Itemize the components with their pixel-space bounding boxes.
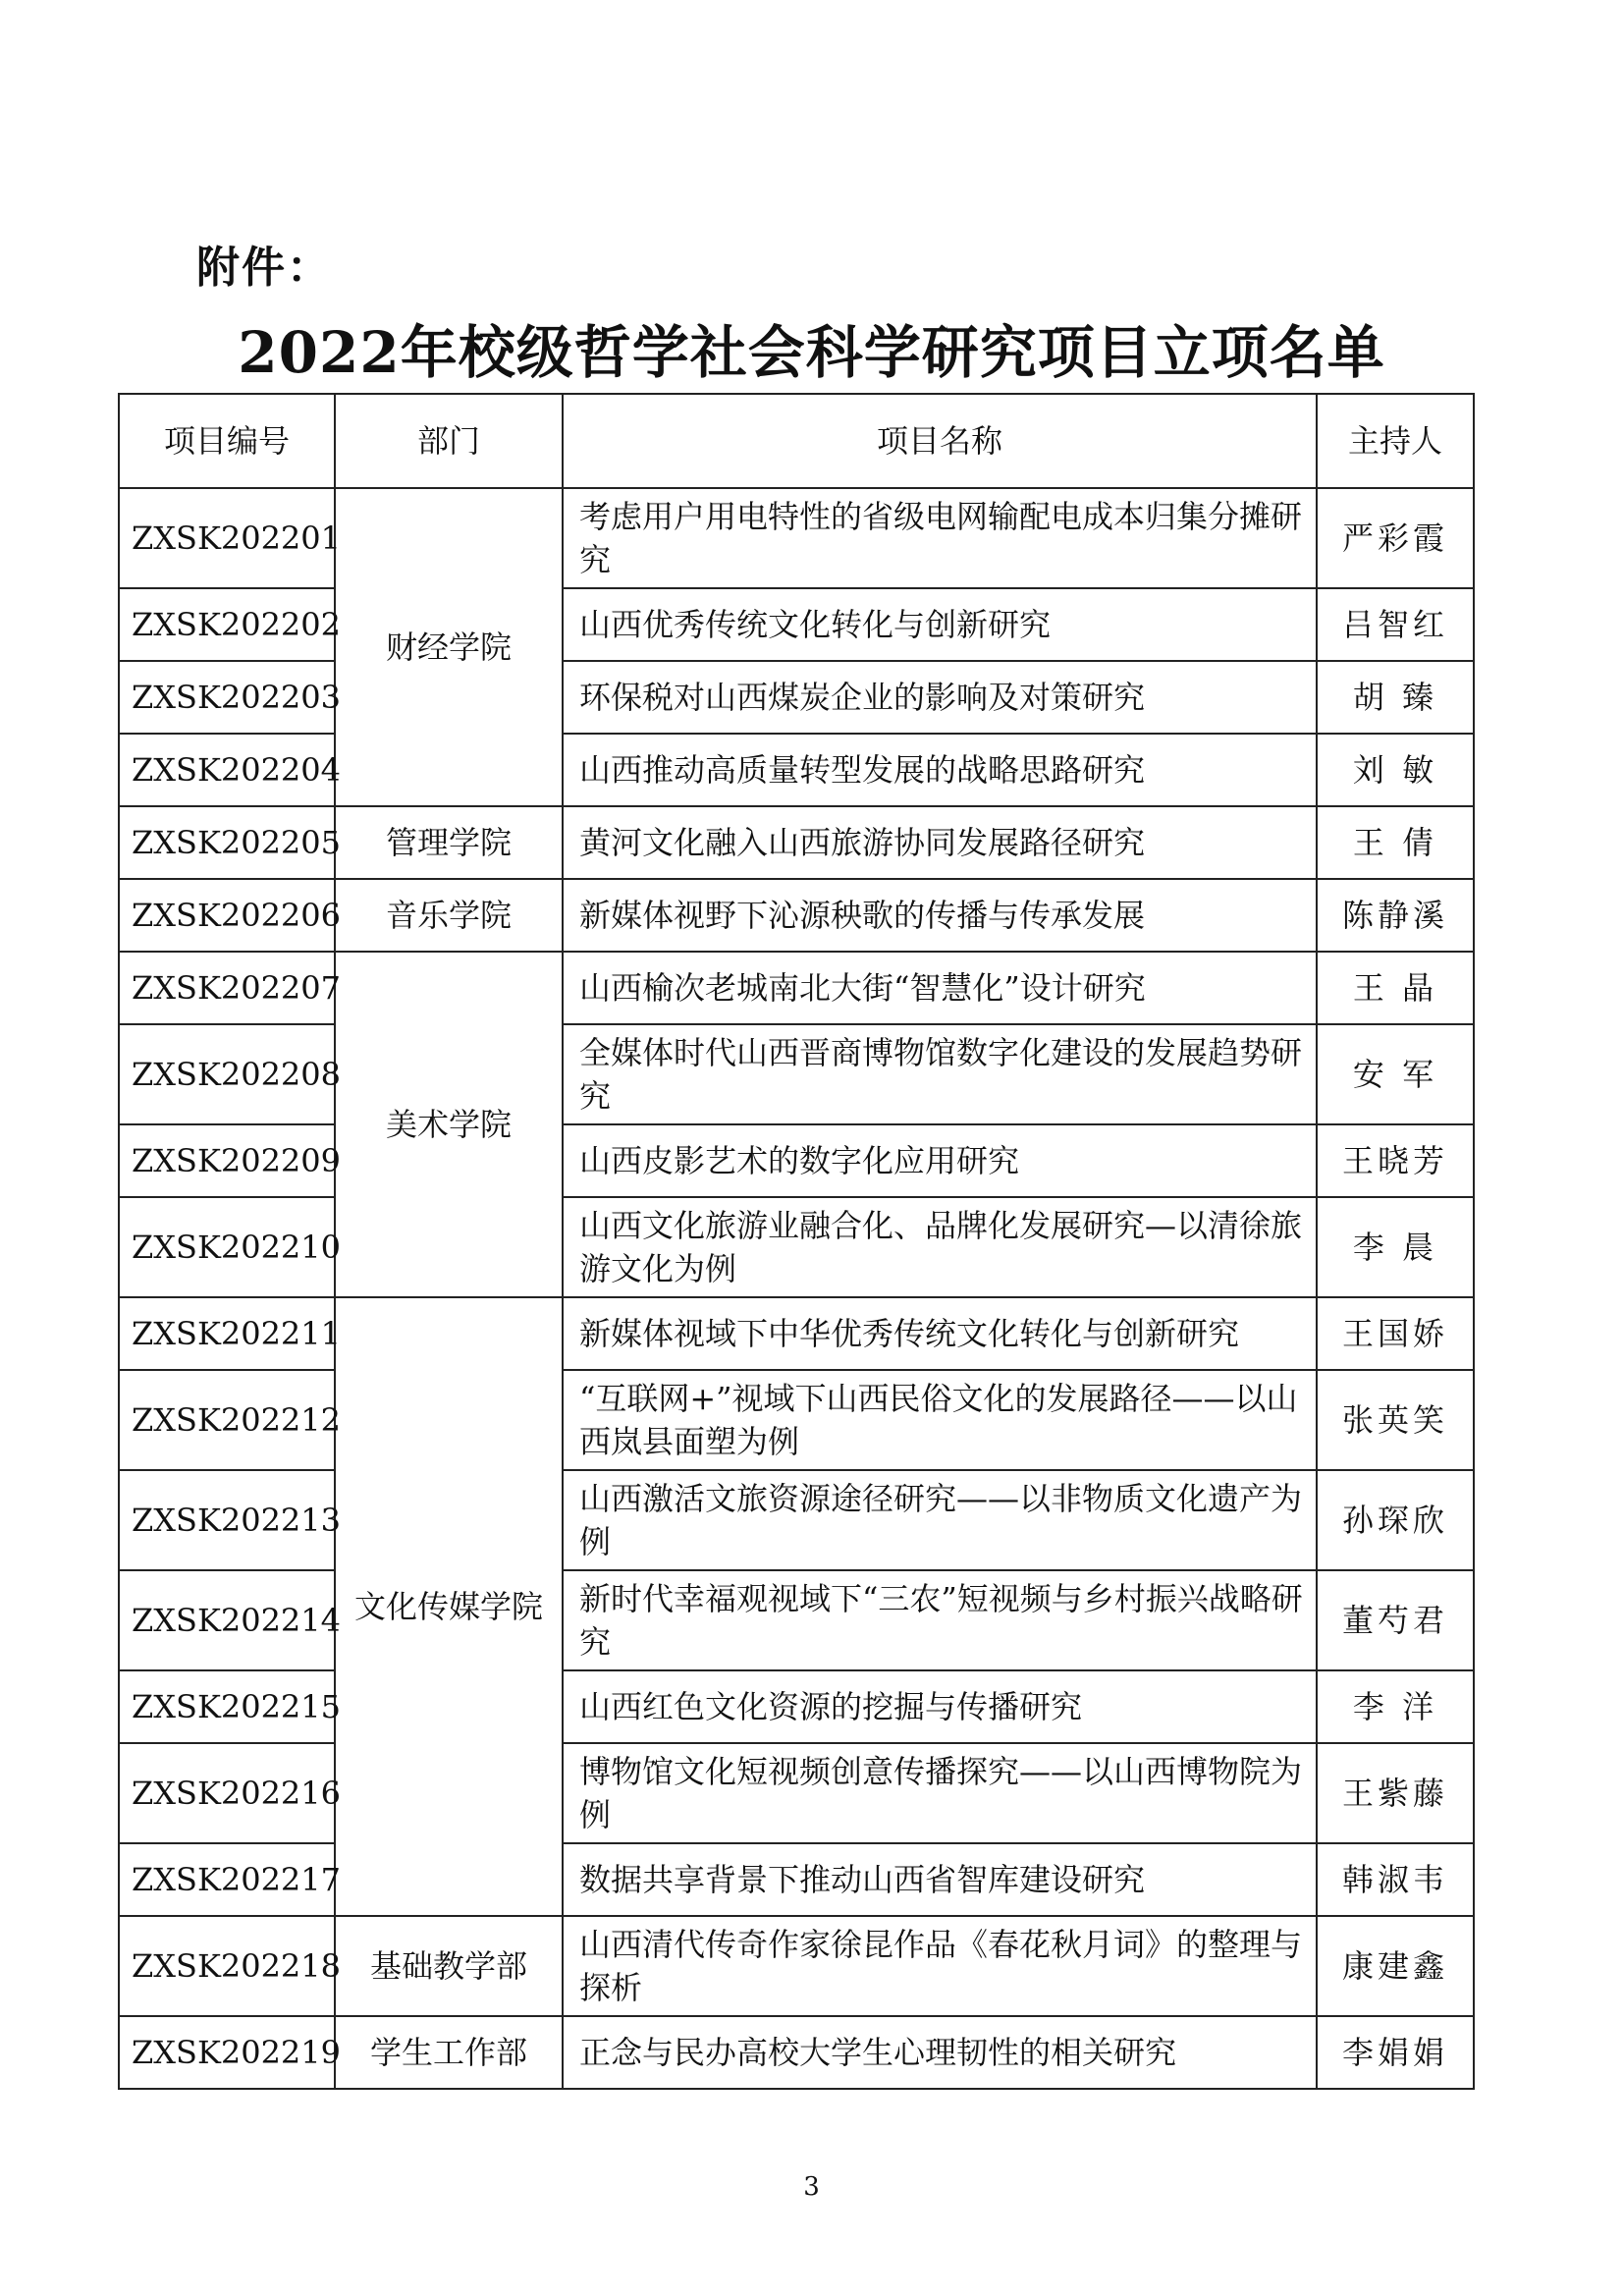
table-row bbox=[119, 1197, 1474, 1297]
project-code-cell: ZXSK202207 bbox=[119, 952, 335, 1024]
project-code-cell: ZXSK202216 bbox=[119, 1743, 335, 1843]
project-code-cell: ZXSK202219 bbox=[119, 2016, 335, 2089]
project-code-cell: ZXSK202212 bbox=[119, 1370, 335, 1470]
department-cell: 美术学院 bbox=[335, 952, 563, 1297]
table-row bbox=[119, 1743, 1474, 1843]
table-row bbox=[119, 1916, 1474, 2016]
principal-cell: 安 军 bbox=[1317, 1024, 1474, 1124]
table-row bbox=[119, 1670, 1474, 1743]
column-header: 项目名称 bbox=[563, 394, 1317, 488]
project-name-cell: 考虑用户用电特性的省级电网输配电成本归集分摊研究 bbox=[563, 488, 1317, 588]
project-code-cell: ZXSK202205 bbox=[119, 806, 335, 879]
project-code-cell: ZXSK202215 bbox=[119, 1670, 335, 1743]
project-name-cell: 新媒体视域下中华优秀传统文化转化与创新研究 bbox=[563, 1297, 1317, 1370]
principal-cell: 严彩霞 bbox=[1317, 488, 1474, 588]
project-name-cell: 新媒体视野下沁源秧歌的传播与传承发展 bbox=[563, 879, 1317, 952]
department-cell: 文化传媒学院 bbox=[335, 1297, 563, 1916]
column-header: 项目编号 bbox=[119, 394, 335, 488]
project-name-cell: “互联网+”视域下山西民俗文化的发展路径——以山西岚县面塑为例 bbox=[563, 1370, 1317, 1470]
project-table bbox=[118, 393, 1475, 2090]
table-row bbox=[119, 661, 1474, 734]
principal-cell: 韩淑韦 bbox=[1317, 1843, 1474, 1916]
department-cell: 基础教学部 bbox=[335, 1916, 563, 2016]
project-code-cell: ZXSK202214 bbox=[119, 1570, 335, 1670]
department-cell: 管理学院 bbox=[335, 806, 563, 879]
project-name-cell: 山西清代传奇作家徐昆作品《春花秋月词》的整理与探析 bbox=[563, 1916, 1317, 2016]
column-header: 部门 bbox=[335, 394, 563, 488]
table-row bbox=[119, 806, 1474, 879]
project-name-cell: 全媒体时代山西晋商博物馆数字化建设的发展趋势研究 bbox=[563, 1024, 1317, 1124]
project-code-cell: ZXSK202210 bbox=[119, 1197, 335, 1297]
principal-cell: 康建鑫 bbox=[1317, 1916, 1474, 2016]
project-name-cell: 数据共享背景下推动山西省智库建设研究 bbox=[563, 1843, 1317, 1916]
table-row bbox=[119, 879, 1474, 952]
project-code-cell: ZXSK202209 bbox=[119, 1124, 335, 1197]
project-name-cell: 山西红色文化资源的挖掘与传播研究 bbox=[563, 1670, 1317, 1743]
table-row bbox=[119, 1124, 1474, 1197]
department-cell: 学生工作部 bbox=[335, 2016, 563, 2089]
project-name-cell: 山西优秀传统文化转化与创新研究 bbox=[563, 588, 1317, 661]
table-row bbox=[119, 488, 1474, 588]
principal-cell: 王 倩 bbox=[1317, 806, 1474, 879]
project-code-cell: ZXSK202206 bbox=[119, 879, 335, 952]
principal-cell: 孙琛欣 bbox=[1317, 1470, 1474, 1570]
principal-cell: 王晓芳 bbox=[1317, 1124, 1474, 1197]
project-code-cell: ZXSK202208 bbox=[119, 1024, 335, 1124]
project-code-cell: ZXSK202218 bbox=[119, 1916, 335, 2016]
page-number: 3 bbox=[803, 2172, 820, 2202]
principal-cell: 王国娇 bbox=[1317, 1297, 1474, 1370]
table-row bbox=[119, 1024, 1474, 1124]
project-name-cell: 正念与民办高校大学生心理韧性的相关研究 bbox=[563, 2016, 1317, 2089]
table-row bbox=[119, 1297, 1474, 1370]
project-name-cell: 山西激活文旅资源途径研究——以非物质文化遗产为例 bbox=[563, 1470, 1317, 1570]
principal-cell: 王紫藤 bbox=[1317, 1743, 1474, 1843]
principal-cell: 李 晨 bbox=[1317, 1197, 1474, 1297]
project-name-cell: 新时代幸福观视域下“三农”短视频与乡村振兴战略研究 bbox=[563, 1570, 1317, 1670]
project-code-cell: ZXSK202203 bbox=[119, 661, 335, 734]
department-cell: 音乐学院 bbox=[335, 879, 563, 952]
project-name-cell: 博物馆文化短视频创意传播探究——以山西博物院为例 bbox=[563, 1743, 1317, 1843]
principal-cell: 王 晶 bbox=[1317, 952, 1474, 1024]
project-code-cell: ZXSK202202 bbox=[119, 588, 335, 661]
project-code-cell: ZXSK202211 bbox=[119, 1297, 335, 1370]
table-row bbox=[119, 588, 1474, 661]
principal-cell: 胡 臻 bbox=[1317, 661, 1474, 734]
table-header-row bbox=[119, 394, 1474, 488]
table-row bbox=[119, 1470, 1474, 1570]
project-name-cell: 环保税对山西煤炭企业的影响及对策研究 bbox=[563, 661, 1317, 734]
project-code-cell: ZXSK202213 bbox=[119, 1470, 335, 1570]
table-row bbox=[119, 1370, 1474, 1470]
principal-cell: 吕智红 bbox=[1317, 588, 1474, 661]
principal-cell: 李 洋 bbox=[1317, 1670, 1474, 1743]
project-name-cell: 山西推动高质量转型发展的战略思路研究 bbox=[563, 734, 1317, 806]
project-name-cell: 山西榆次老城南北大街“智慧化”设计研究 bbox=[563, 952, 1317, 1024]
principal-cell: 刘 敏 bbox=[1317, 734, 1474, 806]
project-name-cell: 山西皮影艺术的数字化应用研究 bbox=[563, 1124, 1317, 1197]
table-body bbox=[119, 488, 1474, 2089]
table-row bbox=[119, 2016, 1474, 2089]
table-row bbox=[119, 1570, 1474, 1670]
column-header: 主持人 bbox=[1317, 394, 1474, 488]
project-name-cell: 黄河文化融入山西旅游协同发展路径研究 bbox=[563, 806, 1317, 879]
project-name-cell: 山西文化旅游业融合化、品牌化发展研究—以清徐旅游文化为例 bbox=[563, 1197, 1317, 1297]
table-row bbox=[119, 952, 1474, 1024]
principal-cell: 陈静溪 bbox=[1317, 879, 1474, 952]
document-title: 2022年校级哲学社会科学研究项目立项名单 bbox=[238, 319, 1385, 386]
principal-cell: 李娟娟 bbox=[1317, 2016, 1474, 2089]
principal-cell: 董芍君 bbox=[1317, 1570, 1474, 1670]
table-row bbox=[119, 734, 1474, 806]
project-code-cell: ZXSK202201 bbox=[119, 488, 335, 588]
project-code-cell: ZXSK202217 bbox=[119, 1843, 335, 1916]
project-code-cell: ZXSK202204 bbox=[119, 734, 335, 806]
principal-cell: 张英笑 bbox=[1317, 1370, 1474, 1470]
table-row bbox=[119, 1843, 1474, 1916]
department-cell: 财经学院 bbox=[335, 488, 563, 806]
attachment-label: 附件： bbox=[196, 243, 332, 293]
